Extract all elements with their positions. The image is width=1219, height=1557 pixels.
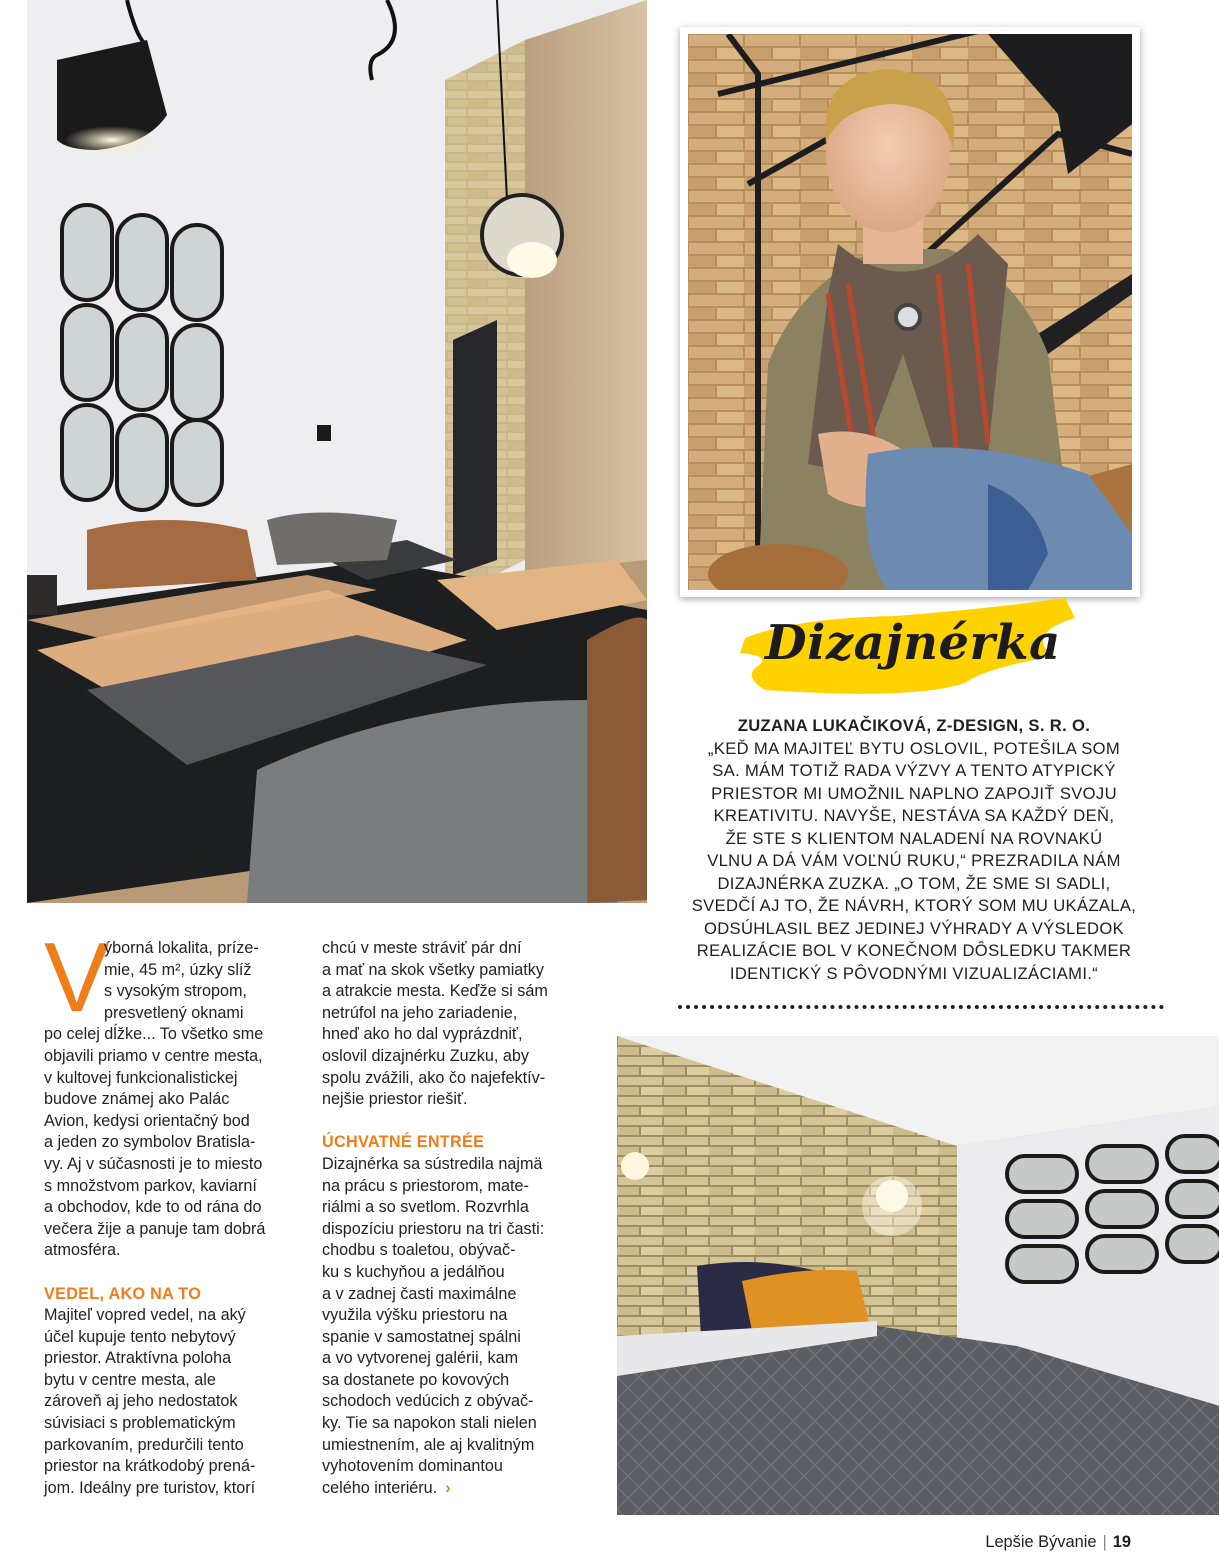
designer-quote <box>668 715 1160 985</box>
text-line: Majiteľ vopred vedel, na aký <box>44 1306 246 1325</box>
text-line-last: celého interiéru. <box>322 1478 438 1497</box>
designer-portrait-frame <box>680 27 1140 597</box>
text-line: presvetlený oknami <box>104 1003 244 1022</box>
text-line: ku s kuchyňou a jedálňou <box>322 1262 505 1281</box>
text-line: súvisiaci s problematickým <box>44 1414 236 1433</box>
quote-line: „KEĎ MA MAJITEĽ BYTU OSLOVIL, POTEŠILA SOM <box>707 738 1121 758</box>
article-column-1 <box>44 938 304 1499</box>
quote-line: IDENTICKÝ S PÔVODNÝMI VIZUALIZÁCIAMI.“ <box>729 963 1099 983</box>
text-line: hneď ako ho dal vyprázdniť, <box>322 1025 523 1044</box>
text-line: atmosféra. <box>44 1241 121 1260</box>
text-line: využila výšku priestoru na <box>322 1306 508 1325</box>
spacer <box>44 1262 304 1284</box>
subheading-vedel: VEDEL, AKO NA TO <box>44 1284 202 1303</box>
text-line: riálmi a so svetlom. Rozvrhla <box>322 1198 529 1217</box>
text-line: a jeden zo symbolov Bratisla- <box>44 1133 256 1152</box>
photo-bedroom <box>617 1036 1219 1515</box>
text-line: s vysokým stropom, <box>104 982 248 1001</box>
dotted-divider <box>678 1005 1164 1009</box>
text-line <box>322 1478 587 1500</box>
text-line: s množstvom parkov, kaviarní <box>44 1176 257 1195</box>
quote-line: SVEDČÍ AJ TO, ŽE NÁVRH, KTORÝ SOM MU UKÁZALA, <box>691 896 1137 915</box>
drop-cap: V <box>44 922 110 1032</box>
text-line: na prácu s priestorom, mate- <box>322 1176 529 1195</box>
text-line: schodoch vedúcich z obývač- <box>322 1392 534 1411</box>
text-line: budove známej ako Palác <box>44 1090 230 1109</box>
text-line: a obchodov, kde to od rána do <box>44 1198 262 1217</box>
text-line: zároveň aj jeho nedostatok <box>44 1392 238 1411</box>
text-line: vyhotovením dominantou <box>322 1457 503 1476</box>
text-line: jom. Ideálny pre turistov, ktorí <box>44 1478 256 1497</box>
quote-line: ODSÚHLASIL BEZ JEDINEJ VÝHRADY A VÝSLEDOK <box>703 918 1125 938</box>
quote-line: ŽE STE S KLIENTOM NALADENÍ NA ROVNAKÚ <box>725 828 1103 848</box>
quote-line: PRIESTOR MI UMOŽNIL NAPLNO ZAPOJIŤ SVOJU <box>711 783 1117 803</box>
spacer <box>322 1111 587 1133</box>
text-line: spolu zvážili, ako čo najefektív- <box>322 1068 546 1087</box>
text-line: Avion, kedysi orientačný bod <box>44 1111 250 1130</box>
text-line: Dizajnérka sa sústredila najmä <box>322 1154 543 1173</box>
designer-portrait-photo <box>688 34 1132 590</box>
text-line: umiestnením, ale aj kvalitným <box>322 1435 535 1454</box>
text-line: večera žije a panuje tam dobrá <box>44 1219 266 1238</box>
text-line: a v zadnej časti maximálne <box>322 1284 517 1303</box>
text-line: chodbu s toaletou, obývač- <box>322 1241 516 1260</box>
text-line: v kultovej funkcionalistickej <box>44 1068 238 1087</box>
text-line: ýborná lokalita, príze- <box>104 939 259 957</box>
magazine-name: Lepšie Bývanie <box>985 1533 1097 1551</box>
subheading-entree: ÚCHVATNÉ ENTRÉE <box>322 1133 485 1152</box>
footer-separator: | <box>1102 1533 1107 1551</box>
text-line: priestor na krátkodobý prená- <box>44 1457 256 1476</box>
article-column-2 <box>322 938 587 1499</box>
text-line: sa dostanete po kovových <box>322 1370 510 1389</box>
text-line: bytu v centre mesta, ale <box>44 1370 216 1389</box>
text-line: parkovaním, predurčili tento <box>44 1435 244 1454</box>
quote-line: KREATIVITU. NAVYŠE, NESTÁVA SA KAŽDÝ DEŇ, <box>713 806 1115 825</box>
quote-line: REALIZÁCIE BOL V KONEČNOM DÔSLEDKU TAKMER <box>696 941 1132 960</box>
text-line: účel kupuje tento nebytový <box>44 1327 236 1346</box>
text-line: mie, 45 m², úzky slíž <box>104 960 252 979</box>
continue-arrow-icon[interactable]: › <box>445 1478 451 1497</box>
text-line: a atrakcie mesta. Keďže si sám <box>322 982 548 1001</box>
page-number: 19 <box>1112 1533 1131 1551</box>
text-line: ky. Tie sa napokon stali nielen <box>322 1414 537 1433</box>
text-line: nejšie priestor riešiť. <box>322 1090 468 1109</box>
text-line: chcú v meste stráviť pár dní <box>322 939 522 957</box>
quote-author: ZUZANA LUKAČIKOVÁ, Z-DESIGN, S. R. O. <box>737 716 1091 735</box>
text-line: a mať na skok všetky pamiatky <box>322 960 544 979</box>
photo-dining-room <box>27 0 647 903</box>
page-footer <box>985 1533 1131 1552</box>
text-line: oslovil dizajnérku Zuzku, aby <box>322 1046 529 1065</box>
section-heading: Dizajnérka <box>765 615 1061 671</box>
quote-line: DIZAJNÉRKA ZUZKA. „O TOM, ŽE SME SI SADLI, <box>717 873 1111 893</box>
text-line: priestor. Atraktívna poloha <box>44 1349 232 1368</box>
text-line: dispozíciu priestoru na tri časti: <box>322 1219 545 1238</box>
text-line: po celej dĺžke... To všetko sme <box>44 1025 264 1044</box>
text-line: vy. Aj v súčasnosti je to miesto <box>44 1154 263 1173</box>
quote-line: VLNU A DÁ VÁM VOĽNÚ RUKU,“ PREZRADILA NÁM <box>707 851 1121 870</box>
text-line: objavili priamo v centre mesta, <box>44 1046 263 1065</box>
text-line: a vo vytvorenej galérii, kam <box>322 1349 519 1368</box>
quote-line: SA. MÁM TOTIŽ RADA VÝZVY A TENTO ATYPICKÝ <box>712 761 1116 780</box>
text-line: spanie v samostatnej spálni <box>322 1327 521 1346</box>
text-line: netrúfol na jeho zariadenie, <box>322 1003 518 1022</box>
